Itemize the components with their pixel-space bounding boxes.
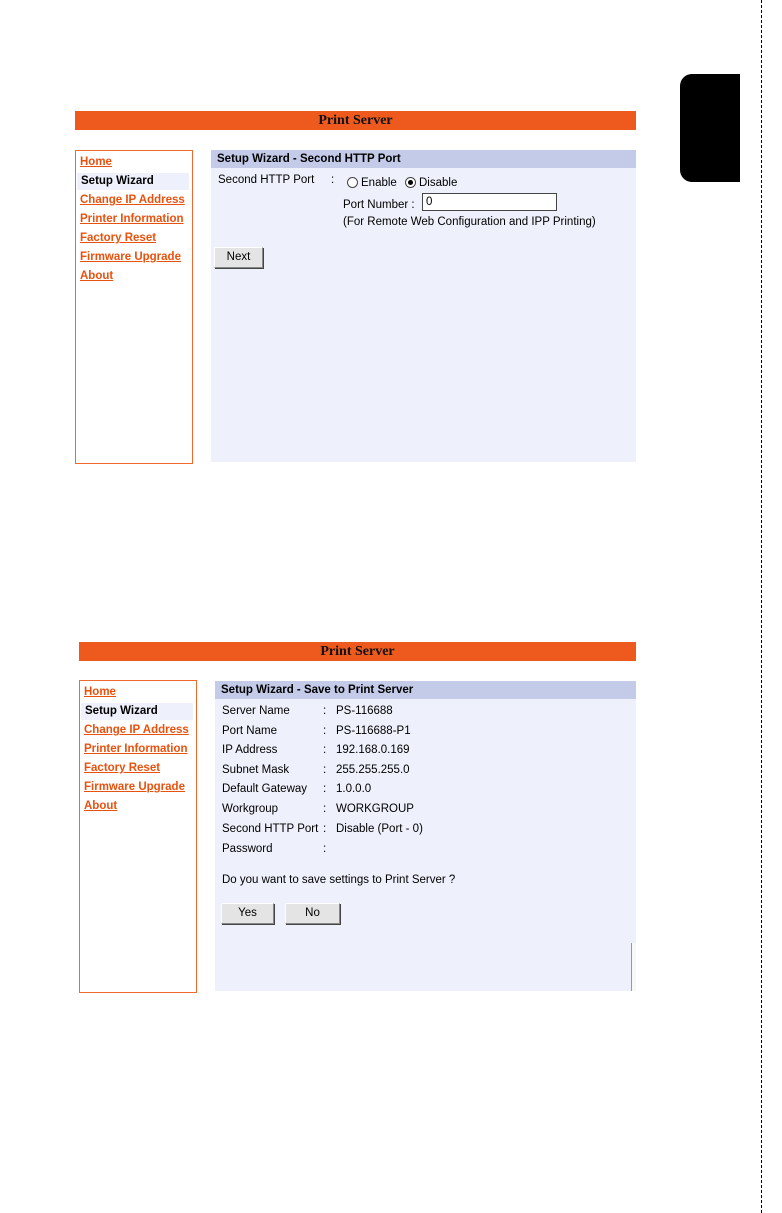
nav-firmware-upgrade[interactable]: Firmware Upgrade xyxy=(84,781,185,793)
subnet-mask-value: 255.255.255.0 xyxy=(336,764,410,776)
row-colon: : xyxy=(323,744,327,756)
row-colon: : xyxy=(323,823,327,835)
content-area xyxy=(211,150,636,462)
second-http-port-value: Disable (Port - 0) xyxy=(336,823,423,835)
header-title: Print Server xyxy=(318,113,393,128)
content-title: Setup Wizard - Save to Print Server xyxy=(215,681,636,699)
nav-setup-wizard[interactable]: Setup Wizard xyxy=(77,173,189,190)
second-http-port-label: Second HTTP Port xyxy=(218,174,315,186)
enable-radio[interactable] xyxy=(347,177,358,188)
nav-setup-wizard[interactable]: Setup Wizard xyxy=(81,703,193,720)
sidebar-nav xyxy=(79,680,197,993)
save-question: Do you want to save settings to Print Server ? xyxy=(222,874,456,886)
nav-printer-information[interactable]: Printer Information xyxy=(80,213,184,225)
nav-home[interactable]: Home xyxy=(84,686,116,698)
nav-change-ip-address[interactable]: Change IP Address xyxy=(80,194,185,206)
field-colon: : xyxy=(331,174,335,186)
server-name-value: PS-116688 xyxy=(336,705,393,717)
nav-home[interactable]: Home xyxy=(80,156,112,168)
port-number-input[interactable] xyxy=(422,193,557,211)
page-cut-line xyxy=(761,0,762,1213)
disable-label[interactable]: Disable xyxy=(419,177,458,189)
password-label: Password xyxy=(222,843,273,855)
port-note: (For Remote Web Configuration and IPP Printing) xyxy=(343,216,596,228)
workgroup-label: Workgroup xyxy=(222,803,279,815)
print-server-window-1 xyxy=(75,111,636,463)
workgroup-value: WORKGROUP xyxy=(336,803,414,815)
header-bar xyxy=(79,642,636,661)
server-name-label: Server Name xyxy=(222,705,290,717)
content-area xyxy=(215,681,636,991)
row-colon: : xyxy=(323,843,327,855)
sidebar-nav xyxy=(75,150,193,464)
port-number-label: Port Number : xyxy=(343,199,415,211)
subnet-mask-label: Subnet Mask xyxy=(222,764,290,776)
header-bar xyxy=(75,111,636,130)
row-colon: : xyxy=(323,705,327,717)
row-colon: : xyxy=(323,725,327,737)
nav-printer-information[interactable]: Printer Information xyxy=(84,743,188,755)
row-colon: : xyxy=(323,803,327,815)
language-side-tab xyxy=(680,74,740,182)
scrollbar[interactable] xyxy=(631,943,636,991)
ip-address-value: 192.168.0.169 xyxy=(336,744,410,756)
nav-factory-reset[interactable]: Factory Reset xyxy=(84,762,161,774)
nav-firmware-upgrade[interactable]: Firmware Upgrade xyxy=(80,251,181,263)
nav-change-ip-address[interactable]: Change IP Address xyxy=(84,724,189,736)
print-server-window-2 xyxy=(79,642,636,992)
row-colon: : xyxy=(323,764,327,776)
enable-label[interactable]: Enable xyxy=(361,177,397,189)
nav-factory-reset[interactable]: Factory Reset xyxy=(80,232,157,244)
yes-button[interactable]: Yes xyxy=(221,903,274,924)
ip-address-label: IP Address xyxy=(222,744,278,756)
nav-about[interactable]: About xyxy=(80,270,114,282)
next-button[interactable]: Next xyxy=(214,247,263,268)
port-name-label: Port Name xyxy=(222,725,277,737)
row-colon: : xyxy=(323,783,327,795)
default-gateway-value: 1.0.0.0 xyxy=(336,783,372,795)
second-http-port-label: Second HTTP Port xyxy=(222,823,319,835)
content-title: Setup Wizard - Second HTTP Port xyxy=(211,150,636,168)
no-button[interactable]: No xyxy=(285,903,340,924)
nav-about[interactable]: About xyxy=(84,800,118,812)
default-gateway-label: Default Gateway xyxy=(222,783,308,795)
disable-radio[interactable] xyxy=(405,177,416,188)
header-title: Print Server xyxy=(320,644,395,659)
port-name-value: PS-116688-P1 xyxy=(336,725,411,737)
